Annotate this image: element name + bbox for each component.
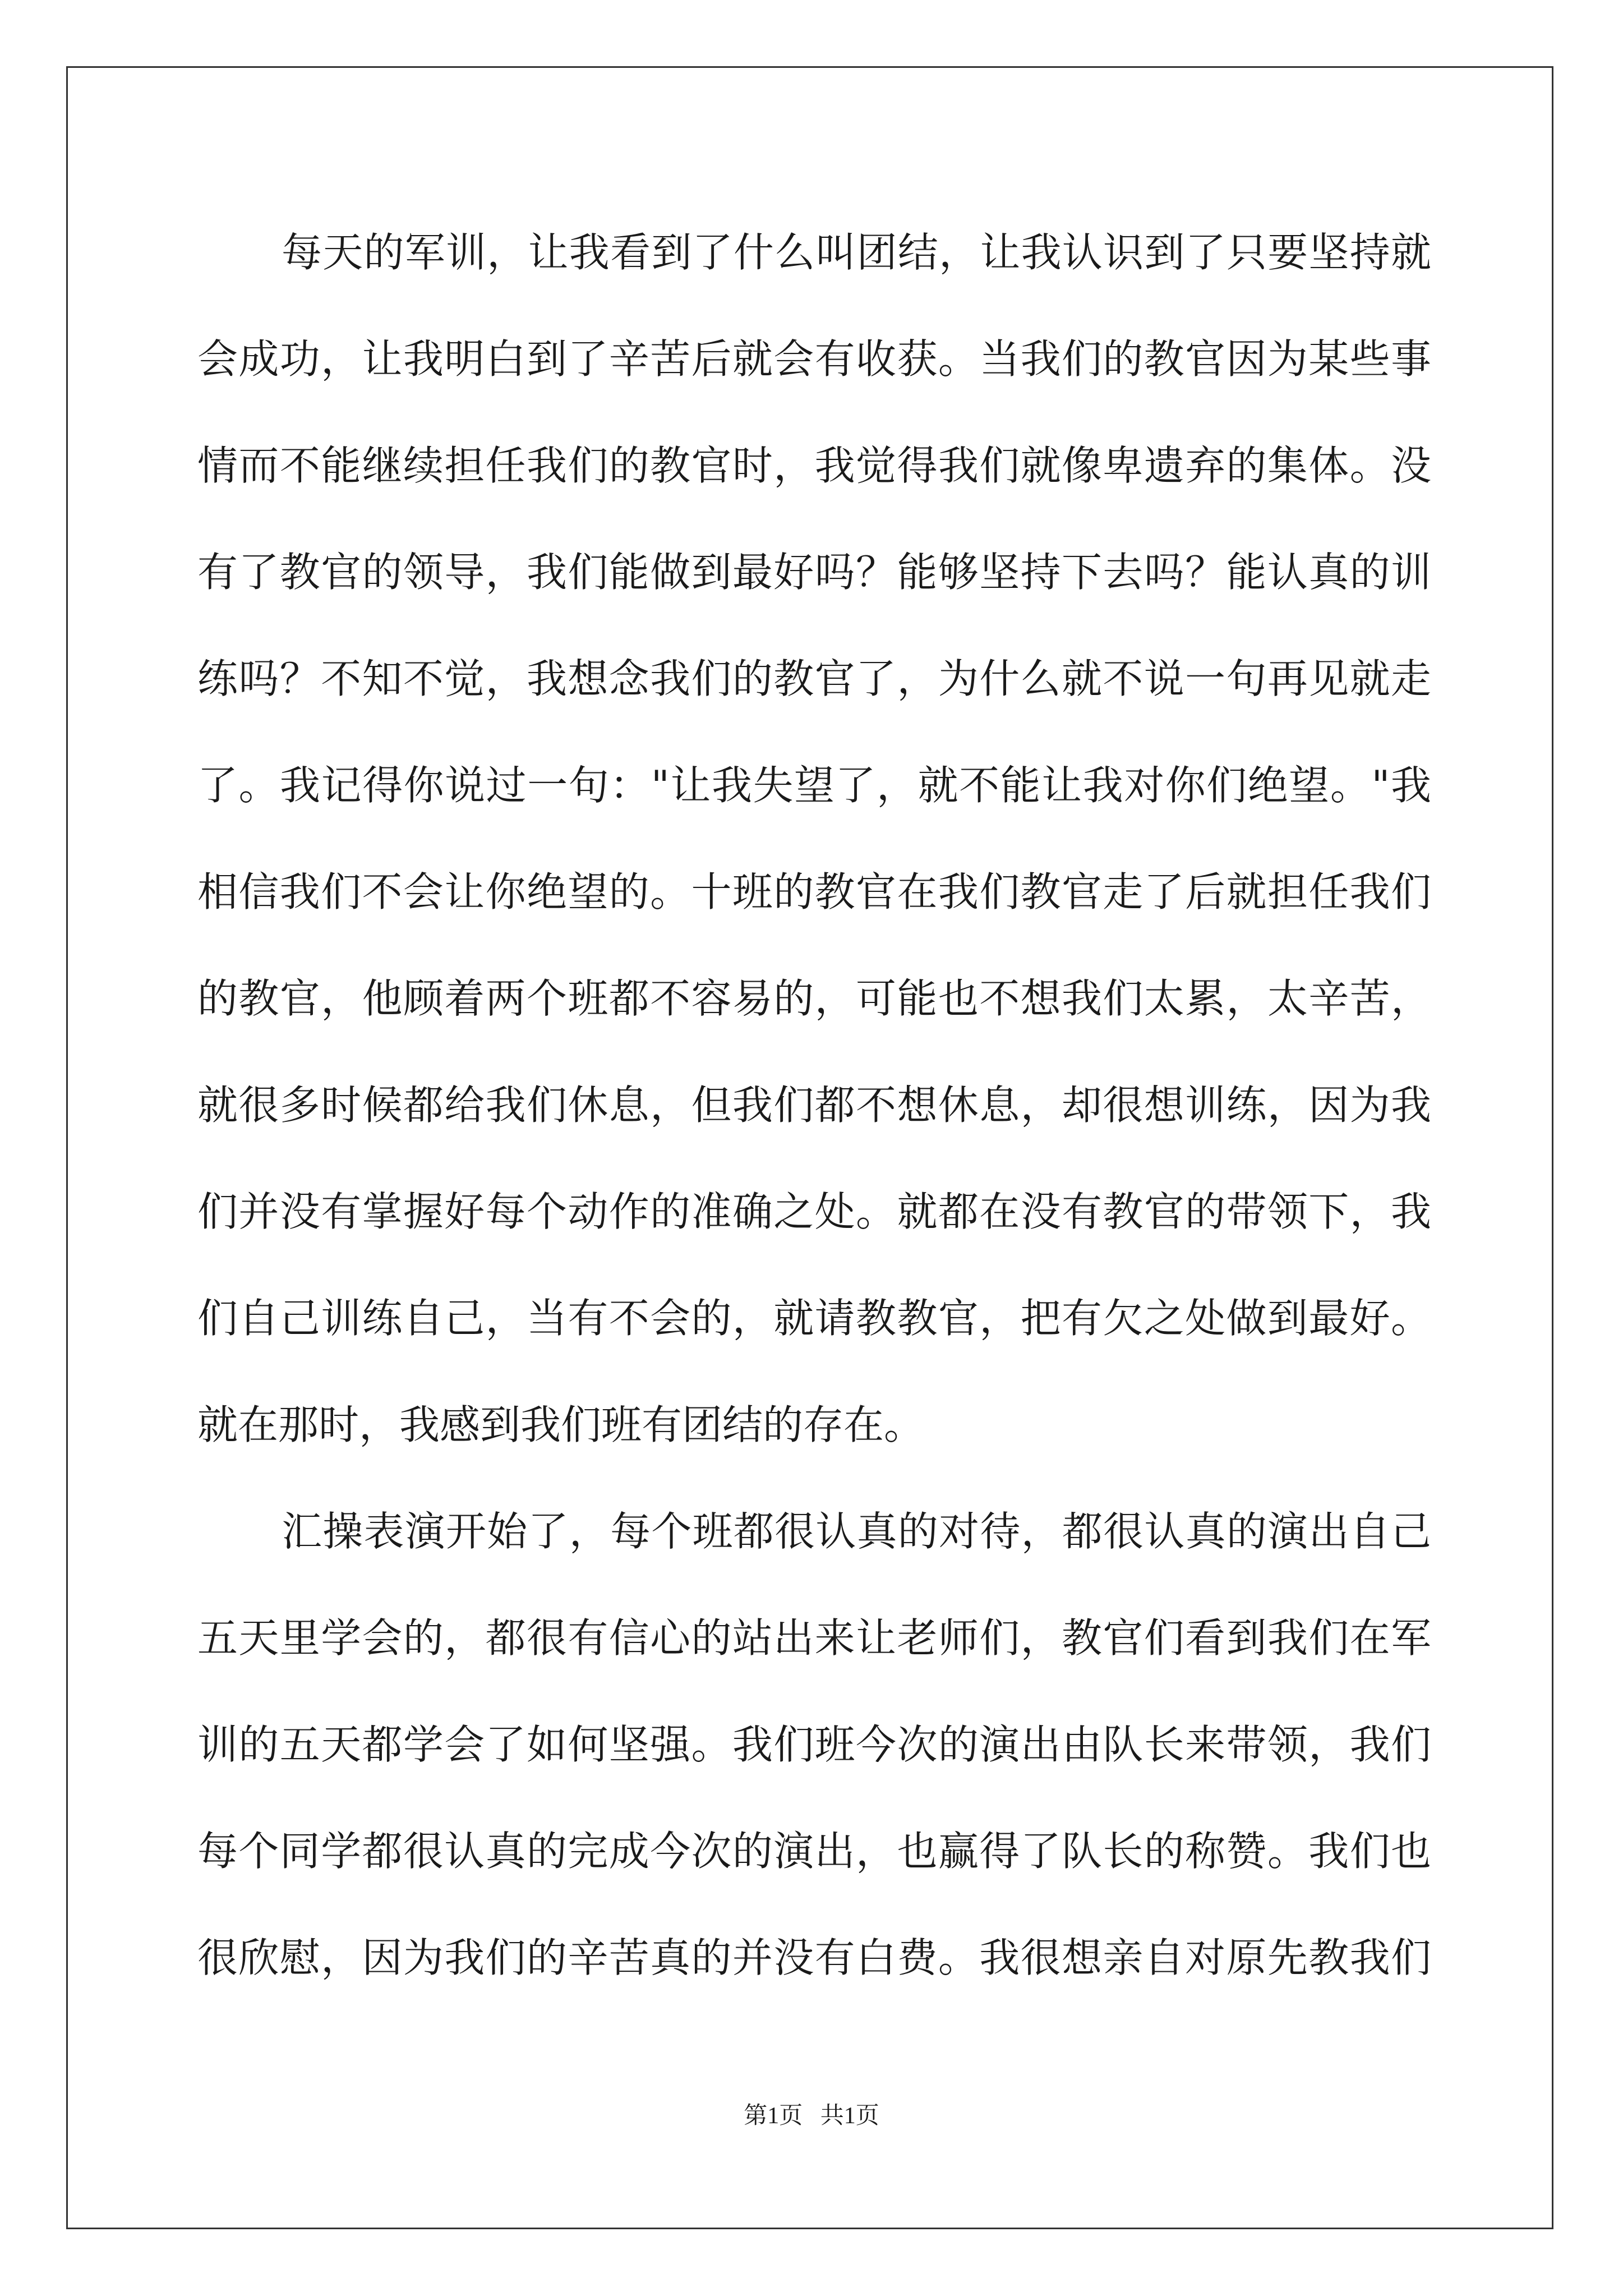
text-line: 五天里学会的，都很有信心的站出来让老师们，教官们看到我们在军 (197, 1614, 1431, 1662)
text-line: 的教官，他顾着两个班都不容易的，可能也不想我们太累，太辛苦， (197, 975, 1431, 1022)
text-line: 了。我记得你说过一句："让我失望了，就不能让我对你们绝望。"我 (197, 762, 1431, 809)
text-line: 会成功，让我明白到了辛苦后就会有收获。当我们的教官因为某些事 (197, 335, 1431, 383)
text-line: 每天的军训，让我看到了什么叫团结，让我认识到了只要坚持就 (282, 229, 1431, 276)
text-line: 很欣慰，因为我们的辛苦真的并没有白费。我很想亲自对原先教我们 (197, 1934, 1431, 1981)
text-line: 相信我们不会让你绝望的。十班的教官在我们教官走了后就担任我们 (197, 868, 1431, 915)
text-line: 练吗？不知不觉，我想念我们的教官了，为什么就不说一句再见就走 (197, 655, 1431, 702)
text-line: 每个同学都很认真的完成今次的演出，也赢得了队长的称赞。我们也 (197, 1828, 1431, 1875)
text-line: 就在那时，我感到我们班有团结的存在。 (197, 1401, 925, 1448)
page-footer: 第1页 共1页 (744, 2103, 879, 2129)
text-line: 有了教官的领导，我们能做到最好吗？能够坚持下去吗？能认真的训 (197, 549, 1431, 596)
text-line: 汇操表演开始了，每个班都很认真的对待，都很认真的演出自己 (282, 1508, 1431, 1555)
text-line: 们并没有掌握好每个动作的准确之处。就都在没有教官的带领下，我 (197, 1188, 1431, 1235)
text-line: 们自己训练自己，当有不会的，就请教教官，把有欠之处做到最好。 (197, 1295, 1431, 1342)
text-line: 训的五天都学会了如何坚强。我们班今次的演出由队长来带领，我们 (197, 1721, 1431, 1768)
text-line: 就很多时候都给我们休息，但我们都不想休息，却很想训练，因为我 (197, 1082, 1431, 1129)
text-line: 情而不能继续担任我们的教官时，我觉得我们就像卑遗弃的集体。没 (197, 442, 1431, 489)
